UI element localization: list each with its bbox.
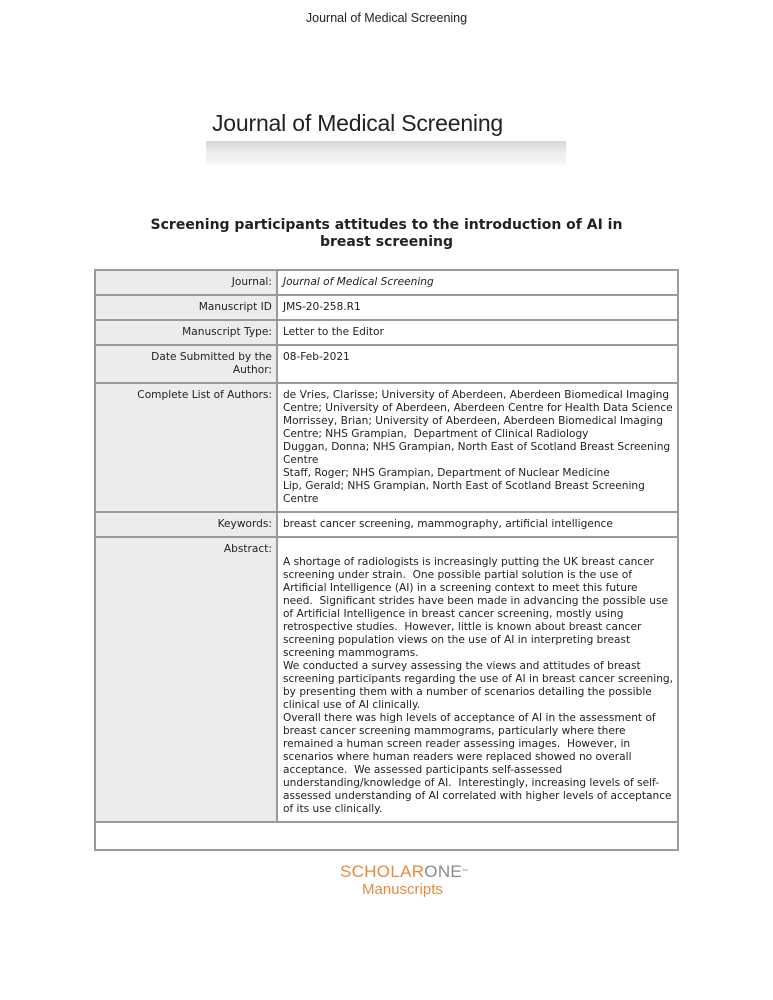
abstract-label: Abstract:	[95, 537, 277, 822]
manuscript-type-label: Manuscript Type:	[95, 320, 277, 345]
date-submitted-label-line: Author:	[232, 364, 272, 376]
journal-value: Journal of Medical Screening	[277, 270, 678, 295]
abstract-line: Artificial Intelligence (AI) in a screening context to meet this future	[282, 582, 638, 594]
date-submitted-label	[95, 345, 277, 383]
author-line: Centre	[282, 454, 319, 466]
row-journal	[95, 270, 678, 295]
row-empty	[95, 822, 678, 850]
author-line: de Vries, Clarisse; University of Aberdeen, Aberdeen Biomedical Imaging	[282, 389, 670, 401]
row-abstract	[95, 537, 678, 822]
abstract-line: screening mammograms.	[282, 647, 419, 659]
abstract-line: breast cancer screening mammograms, particularly where there	[282, 725, 626, 737]
authors-value	[277, 383, 678, 512]
keywords-label: Keywords:	[95, 512, 277, 537]
row-manuscript-id	[95, 295, 678, 320]
manuscript-id-label: Manuscript ID	[95, 295, 277, 320]
logo-scholar: SCHOLAR	[340, 862, 425, 881]
abstract-line: A shortage of radiologists is increasingly putting the UK breast cancer	[282, 556, 654, 568]
abstract-line: screening participants regarding the use of AI in breast cancer screening,	[282, 673, 673, 685]
paper-title-line: breast screening	[319, 234, 454, 250]
date-submitted-value: 08-Feb-2021	[277, 345, 678, 383]
author-line: Lip, Gerald; NHS Grampian, North East of Scotland Breast Screening	[282, 480, 645, 492]
row-authors	[95, 383, 678, 512]
empty-cell	[95, 822, 678, 850]
scholarone-logo	[340, 862, 468, 899]
abstract-line: of Artificial Intelligence in breast cancer screening, mostly using	[282, 608, 624, 620]
running-header: Journal of Medical Screening	[305, 11, 468, 25]
row-manuscript-type	[95, 320, 678, 345]
abstract-line: need. Significant strides have been made in advancing the possible use	[282, 595, 669, 607]
paper-title-line: Screening participants attitudes to the introduction of AI in	[150, 217, 623, 233]
abstract-line: We conducted a survey assessing the views and attitudes of breast	[282, 660, 641, 672]
abstract-line: remained a human screen reader assessing images. However, in	[282, 738, 631, 750]
abstract-line: screening under strain. One possible partial solution is the use of	[282, 569, 632, 581]
abstract-line: understanding/knowledge of AI. Interestingly, increasing levels of self-	[282, 777, 660, 789]
author-line: Centre; University of Aberdeen, Aberdeen Centre for Health Data Science	[282, 402, 673, 414]
abstract-line: acceptance. We assessed participants self-assessed	[282, 764, 563, 776]
date-submitted-label-line: Date Submitted by the	[151, 351, 272, 363]
manuscript-metadata-table	[94, 269, 679, 851]
logo-manuscripts: Manuscripts	[362, 881, 443, 898]
banner-title: Journal of Medical Screening	[212, 110, 504, 136]
author-line: Centre	[282, 493, 319, 505]
abstract-line: by presenting them with a number of scenarios detailing the possible	[282, 686, 652, 698]
abstract-value	[277, 537, 678, 822]
journal-label: Journal:	[95, 270, 277, 295]
paper-title	[120, 217, 653, 251]
authors-label: Complete List of Authors:	[95, 383, 277, 512]
abstract-line: clinical use of AI clinically.	[282, 699, 421, 711]
author-line: Centre; NHS Grampian, Department of Clinical Radiology	[282, 428, 589, 440]
banner-gradient-bar	[206, 141, 566, 165]
author-line: Staff, Roger; NHS Grampian, Department of Nuclear Medicine	[282, 467, 610, 479]
manuscript-type-value: Letter to the Editor	[277, 320, 678, 345]
abstract-line: assessed understanding of AI correlated with higher levels of acceptance	[282, 790, 672, 802]
scholarone-wordmark	[340, 862, 468, 881]
abstract-line: Overall there was high levels of acceptance of AI in the assessment of	[282, 712, 656, 724]
abstract-line: scenarios where human readers were replaced showed no overall	[282, 751, 632, 763]
logo-trademark: ™	[462, 869, 469, 875]
manuscript-id-value: JMS-20-258.R1	[277, 295, 678, 320]
journal-banner	[206, 108, 566, 166]
author-line: Morrissey, Brian; University of Aberdeen, Aberdeen Biomedical Imaging	[282, 415, 663, 427]
abstract-line: of its use clinically.	[282, 803, 383, 815]
abstract-line: retrospective studies. However, little is known about breast cancer	[282, 621, 642, 633]
abstract-line: screening population views on the use of AI in interpreting breast	[282, 634, 631, 646]
author-line: Duggan, Donna; NHS Grampian, North East of Scotland Breast Screening	[282, 441, 671, 453]
row-keywords	[95, 512, 678, 537]
row-date-submitted	[95, 345, 678, 383]
keywords-value: breast cancer screening, mammography, artificial intelligence	[277, 512, 678, 537]
logo-one: ONE	[424, 862, 463, 881]
